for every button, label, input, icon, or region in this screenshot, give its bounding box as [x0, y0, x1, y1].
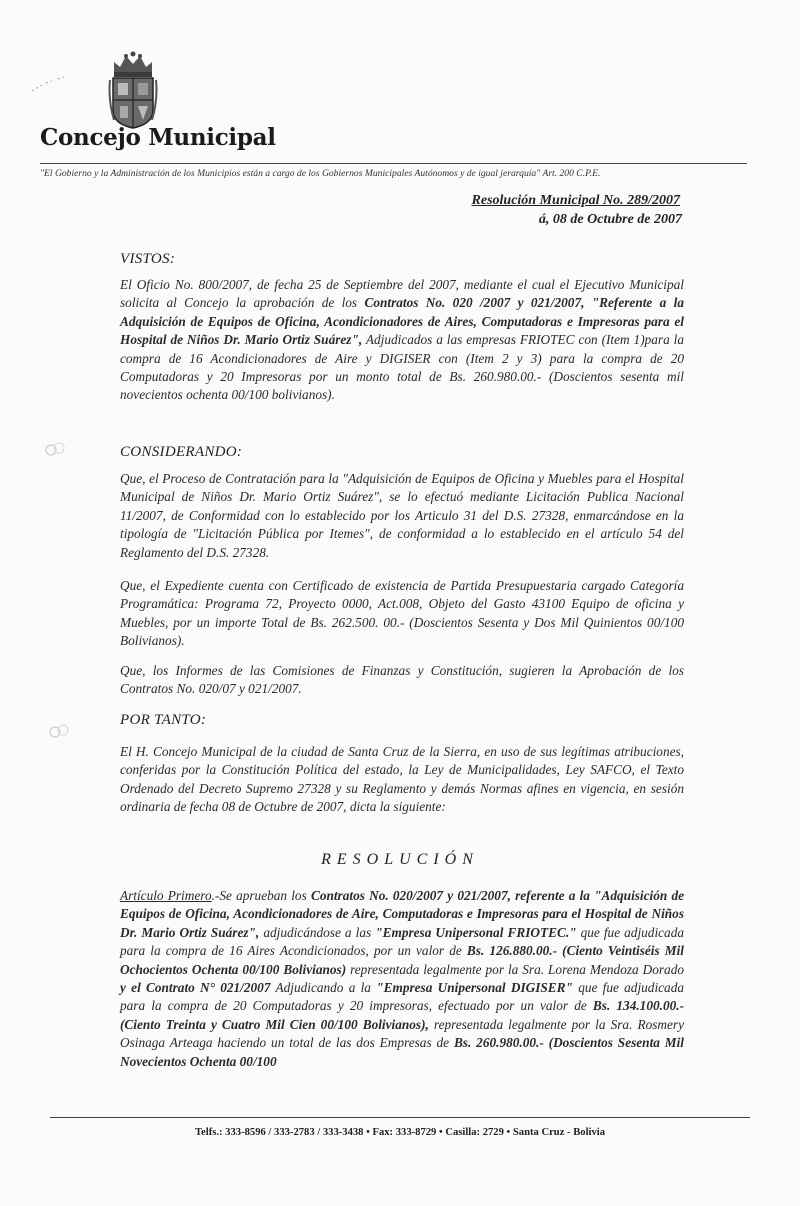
vistos-paragraph: El Oficio No. 800/2007, de fecha 25 de Septiembre del 2007, mediante el cual el Ejecutivo Municipal solicita al Concejo la aprobación de los Contratos No. 020 /2007 y 021/2007, "Referente a la Adquisición de Equipos de Oficina, Acondicionadores de Aires, Computadoras e Impresoras para el Hospital de Niños Dr. Mario Ortiz Suárez", Adjudicados a las empresas FRIOTEC con (Item 1)para la compra de 16 Acondicionadores de Aire y DIGISER con (Item 2 y 3) para la compra de 20 Computadoras y 20 Impresoras por un monto total de Bs. 260.980.00.- (Doscientos sesenta mil novecientos ochenta 00/100 bolivianos). — [120, 277, 684, 403]
footer-rule — [50, 1117, 750, 1118]
coat-of-arms-icon — [108, 50, 158, 130]
vistos-heading: VISTOS: — [120, 251, 176, 267]
article-first-paragraph: Artículo Primero.-Se aprueban los Contratos No. 020/2007 y 021/2007, referente a la "Adquisición de Equipos de Oficina, Acondicionadores de Aire, Computadoras e Impresoras para el Hospital de Niños Dr. Mario Ortiz Suárez", adjudicándose a las "Empresa Unipersonal FRIOTEC." que fue adjudicada para la compra de 16 Aires Acondicionados, por un valor de Bs. 126.880.00.- (Ciento Veintiséis Mil Ochocientos Ochenta 00/100 Bolivianos) representada legalmente por la Sra. Lorena Mendoza Dorado y el Contrato N° 021/2007 Adjudicando a la "Empresa Unipersonal DIGISER" que fue adjudicada para la compra de 20 Computadoras y 20 impresoras, efectuado por un valor de Bs. 134.100.00.- (Ciento Treinta y Cuatro Mil Cien 00/100 Bolivianos), representada legalmente por la Sra. Rosmery Osinaga Arteaga haciendo un total de las dos Empresas de Bs. 260.980.00.- (Doscientos Sesenta Mil Novecientos Ochenta 00/100 — [120, 888, 685, 1069]
por-tanto-heading: POR TANTO: — [120, 712, 207, 728]
considerando-heading: CONSIDERANDO: — [120, 444, 243, 460]
header-motto: "El Gobierno y la Administración de los Municipios están a cargo de los Gobiernos Municipales Autónomos y de igual jerarquía" Art. 200 C.P.E. — [40, 168, 601, 179]
resolution-date: á, 08 de Octubre de 2007 — [538, 212, 682, 227]
footer-contact: Telfs.: 333-8596 / 333-2783 / 333-3438 • Fax: 333-8729 • Casilla: 2729 • Santa Cruz - Bolivia — [194, 1127, 606, 1138]
header-rule — [40, 163, 747, 164]
considerando-paragraph-3: Que, los Informes de las Comisiones de Finanzas y Constitución, sugieren la Aprobación de los Contratos No. 020/07 y 021/2007. — [120, 663, 684, 697]
scan-mark — [28, 65, 88, 95]
considerando-paragraph-1: Que, el Proceso de Contratación para la "Adquisición de Equipos de Oficina y Muebles para el Hospital Municipal de Niños Dr. Mario Ortiz Suárez", se lo efectuó mediante Licitación Publica Nacional 11/2007, de Conformidad con lo establecido por los Articulo 31 del D.S. 27328, enmarcándose en la tipología de "Licitación Pública por Itemes", de conformidad a lo establecido en el artículo 54 del Reglamento del D.S. 27328. — [120, 471, 684, 560]
punch-hole-mark — [48, 722, 70, 740]
resolucion-heading: RESOLUCIÓN — [321, 851, 479, 868]
considerando-paragraph-2: Que, el Expediente cuenta con Certificado de existencia de Partida Presupuestaria cargado Categoría Programática: Programa 72, Proyecto 0000, Act.008, Objeto del Gasto 43100 Equipo de oficina y Muebles, por un importe Total de Bs. 262.500. 00.- (Doscientos Sesenta y Dos Mil Quinientos 00/100 Bolivianos). — [120, 578, 684, 649]
por-tanto-paragraph: El H. Concejo Municipal de la ciudad de Santa Cruz de la Sierra, en uso de sus legítimas atribuciones, conferidas por la Constitución Política del estado, la Ley de Municipalidades, Ley SAFCO, el Texto Ordenado del Decreto Supremo 27328 y su Reglamento y demás Normas afines en vigencia, en sesión ordinaria de fecha 08 de Octubre de 2007, dicta la siguiente: — [120, 744, 684, 815]
organization-name: Concejo Municipal — [40, 124, 276, 151]
resolution-title: Resolución Municipal No. 289/2007 — [471, 193, 680, 208]
punch-hole-mark — [44, 440, 66, 458]
